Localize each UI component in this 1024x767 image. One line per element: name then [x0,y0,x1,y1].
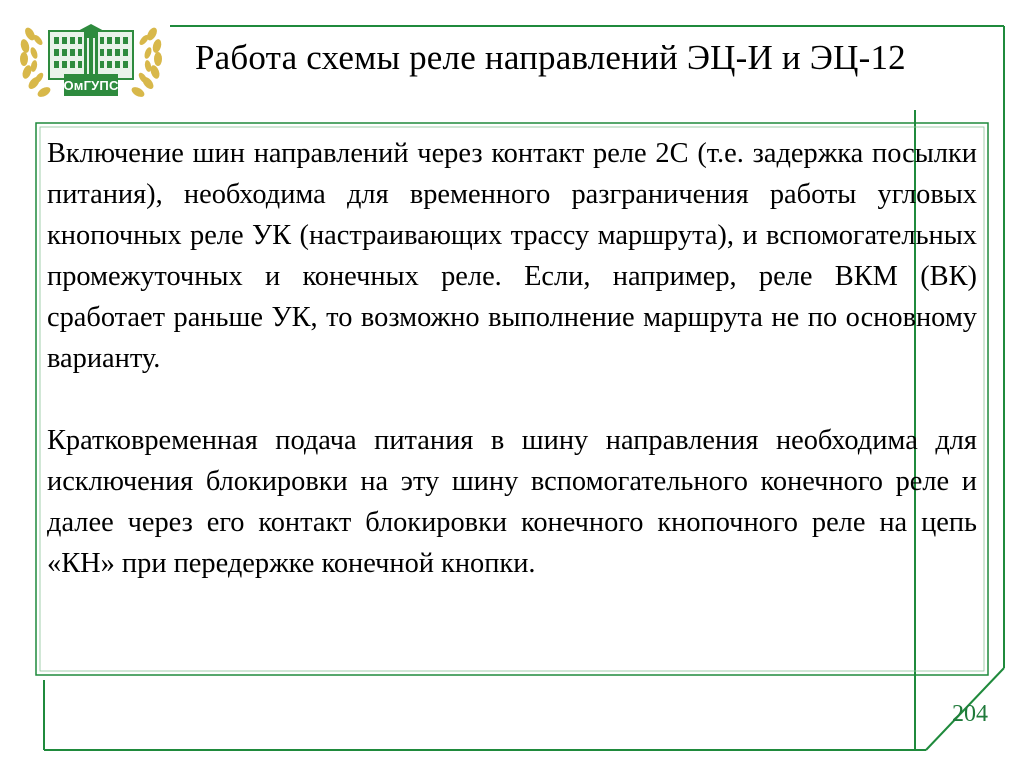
logo-caption: ОмГУПС [63,78,119,93]
slide-content [47,133,977,584]
paragraph-2: Кратковременная подача питания в шину направления необходима для исключения блокировки на эту шину вспомогательного конечного реле и далее через его контакт блокировки конечного кнопочного реле на цепь «КН» при передержке конечной кнопки. [47,425,977,579]
laurel-wreath-right [130,26,163,99]
building-icon [48,24,134,80]
university-logo [16,16,166,108]
page-number: 204 [952,701,988,727]
laurel-building-emblem [16,16,166,108]
paragraph-1: Включение шин направлений через контакт реле 2С (т.е. задержка посылки питания), необходима для временного разграничения работы угловых кнопочных реле УК (настраивающих трассу маршрута), и вспомогательных промежуточных и конечных реле. Если, например, реле ВКМ (ВК) сработает раньше УК, то возможно выполнение маршрута не по основному варианту. [47,138,977,374]
slide-title: Работа схемы реле направлений ЭЦ-И и ЭЦ-12 [195,38,906,77]
